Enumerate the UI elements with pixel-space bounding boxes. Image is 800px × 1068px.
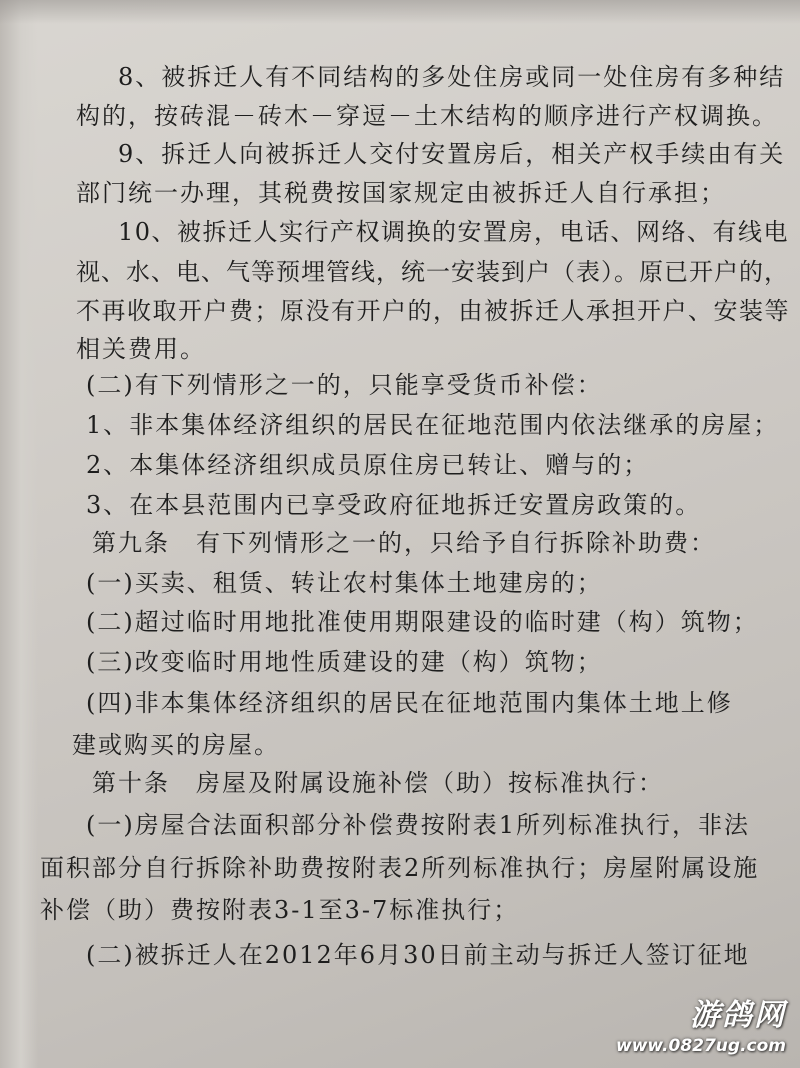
- text-line: (一)房屋合法面积部分补偿费按附表1所列标准执行，非法: [86, 811, 750, 839]
- text-line: 1、非本集体经济组织的居民在征地范围内依法继承的房屋；: [86, 411, 780, 439]
- text-line: (二)有下列情形之一的，只能享受货币补偿：: [86, 371, 603, 399]
- text-line: 10、被拆迁人实行产权调换的安置房，电话、网络、有线电: [118, 218, 790, 246]
- watermark-title: 游鸽网: [690, 998, 786, 1033]
- page-binding-edge: [0, 0, 38, 1068]
- text-line: 9、拆迁人向被拆迁人交付安置房后，相关产权手续由有关: [118, 140, 786, 168]
- text-line: 3、在本县范围内已享受政府征地拆迁安置房政策的。: [86, 491, 702, 519]
- text-line: (一)买卖、租赁、转让农村集体土地建房的；: [86, 569, 603, 597]
- text-line: (四)非本集体经济组织的居民在征地范围内集体土地上修: [86, 689, 733, 717]
- page-top-shadow: [0, 0, 800, 24]
- text-line: 补偿（助）费按附表3-1至3-7标准执行；: [40, 896, 520, 924]
- text-line: 8、被拆迁人有不同结构的多处住房或同一处住房有多种结: [118, 63, 786, 91]
- text-line: (二)超过临时用地批准使用期限建设的临时建（构）筑物；: [86, 608, 759, 636]
- text-line: 第十条 房屋及附属设施补偿（助）按标准执行：: [92, 769, 664, 797]
- text-line: 第九条 有下列情形之一的，只给予自行拆除补助费：: [92, 529, 716, 557]
- text-line: 部门统一办理，其税费按国家规定由被拆迁人自行承担；: [76, 179, 726, 207]
- text-line: 构的，按砖混－砖木－穿逗－土木结构的顺序进行产权调换。: [76, 102, 778, 130]
- text-line: 面积部分自行拆除补助费按附表2所列标准执行；房屋附属设施: [40, 854, 760, 882]
- watermark-url: www.0827ug.com: [616, 1036, 786, 1056]
- text-line: 不再收取开户费；原没有开户的，由被拆迁人承担开户、安装等: [76, 297, 790, 325]
- text-line: 建或购买的房屋。: [72, 731, 280, 759]
- text-line: (二)被拆迁人在2012年6月30日前主动与拆迁人签订征地: [86, 941, 750, 969]
- site-watermark: [616, 990, 786, 1056]
- text-line: 视、水、电、气等预埋管线，统一安装到户（表）。原已开户的，: [76, 258, 789, 286]
- text-line: 相关费用。: [76, 335, 206, 363]
- text-line: (三)改变临时用地性质建设的建（构）筑物；: [86, 648, 603, 676]
- text-line: 2、本集体经济组织成员原住房已转让、赠与的；: [86, 451, 650, 479]
